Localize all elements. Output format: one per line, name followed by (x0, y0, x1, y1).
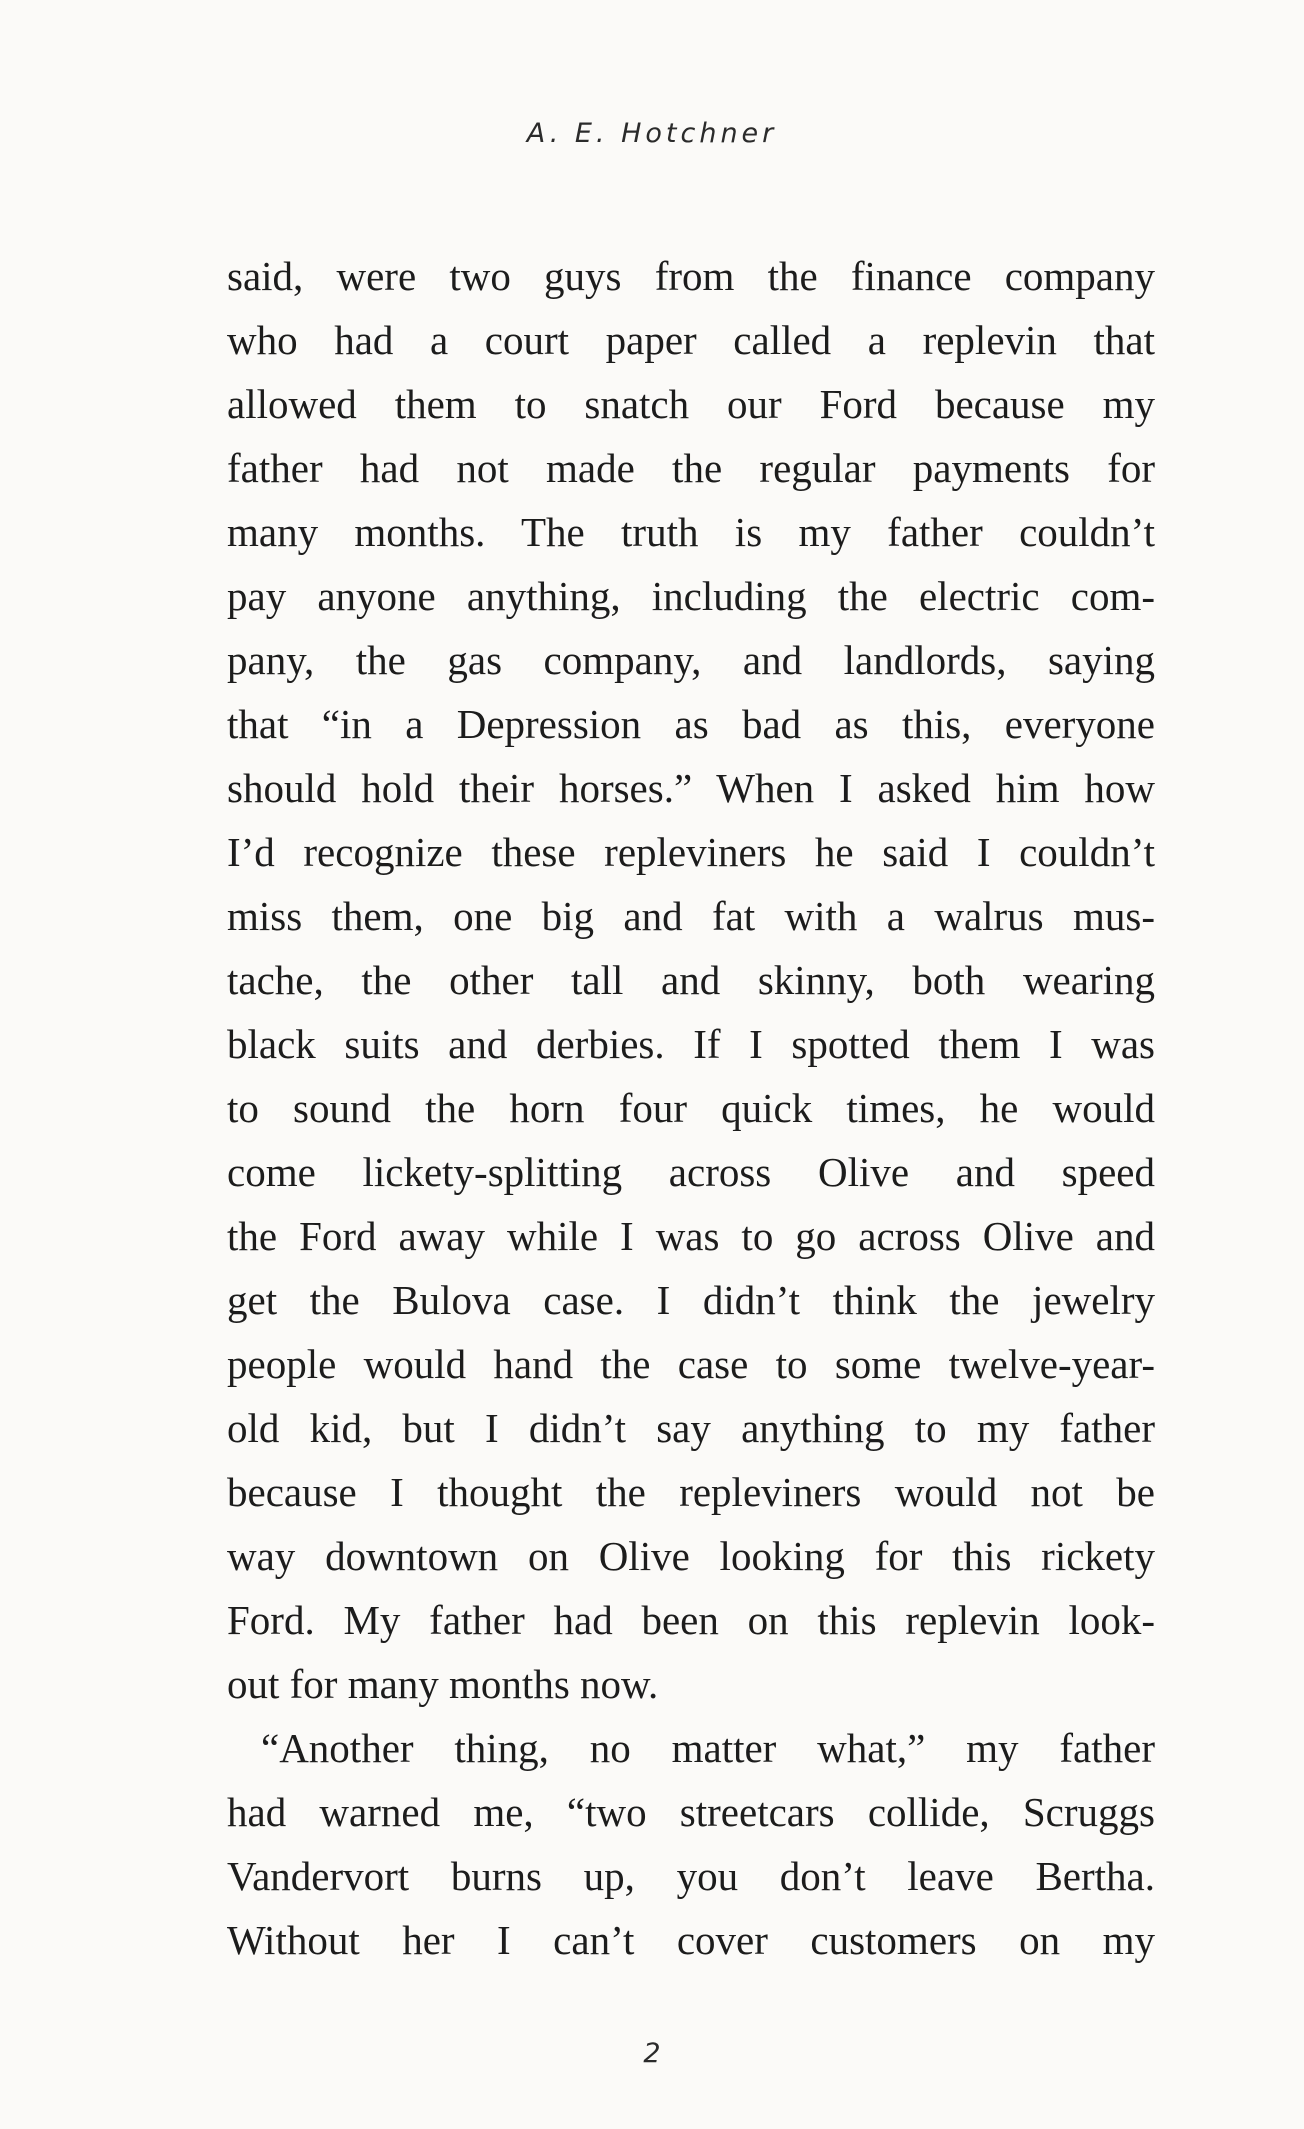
text-line: out for many months now. (227, 1661, 659, 1707)
text-line: get the Bulova case. I didn’t think the jewelry (227, 1277, 1155, 1323)
text-line: I’d recognize these repleviners he said I couldn’t (227, 829, 1155, 875)
text-line: father had not made the regular payments for (227, 445, 1155, 491)
text-line: many months. The truth is my father couldn’t (227, 509, 1155, 555)
text-line: Without her I can’t cover customers on my (227, 1917, 1155, 1963)
text-line: Ford. My father had been on this replevin look- (227, 1597, 1155, 1643)
text-line: to sound the horn four quick times, he would (227, 1085, 1155, 1131)
text-line: who had a court paper called a replevin that (227, 317, 1155, 363)
text-line: old kid, but I didn’t say anything to my father (227, 1405, 1155, 1451)
text-line: black suits and derbies. If I spotted them I was (227, 1021, 1155, 1067)
running-head: A. E. Hotchner (526, 118, 778, 149)
text-line: had warned me, “two streetcars collide, Scruggs (227, 1789, 1155, 1835)
text-line: that “in a Depression as bad as this, everyone (227, 701, 1155, 747)
text-line: people would hand the case to some twelve-year- (227, 1341, 1155, 1387)
text-line: come lickety-splitting across Olive and speed (227, 1149, 1155, 1195)
text-line: because I thought the repleviners would not be (227, 1469, 1155, 1515)
text-line: miss them, one big and fat with a walrus mus- (227, 893, 1155, 939)
text-line: pay anyone anything, including the electric com- (227, 573, 1155, 619)
text-line: should hold their horses.” When I asked him how (227, 765, 1155, 811)
text-line: pany, the gas company, and landlords, saying (227, 637, 1155, 683)
text-line: “Another thing, no matter what,” my father (261, 1725, 1155, 1771)
text-line: said, were two guys from the finance company (227, 253, 1155, 299)
body-text (227, 244, 1155, 1972)
text-line: Vandervort burns up, you don’t leave Bertha. (227, 1853, 1155, 1899)
text-line: allowed them to snatch our Ford because my (227, 381, 1155, 427)
text-line: way downtown on Olive looking for this rickety (227, 1533, 1155, 1579)
page-number: 2 (643, 2038, 661, 2069)
text-line: tache, the other tall and skinny, both wearing (227, 957, 1155, 1003)
text-line: the Ford away while I was to go across Olive and (227, 1213, 1155, 1259)
